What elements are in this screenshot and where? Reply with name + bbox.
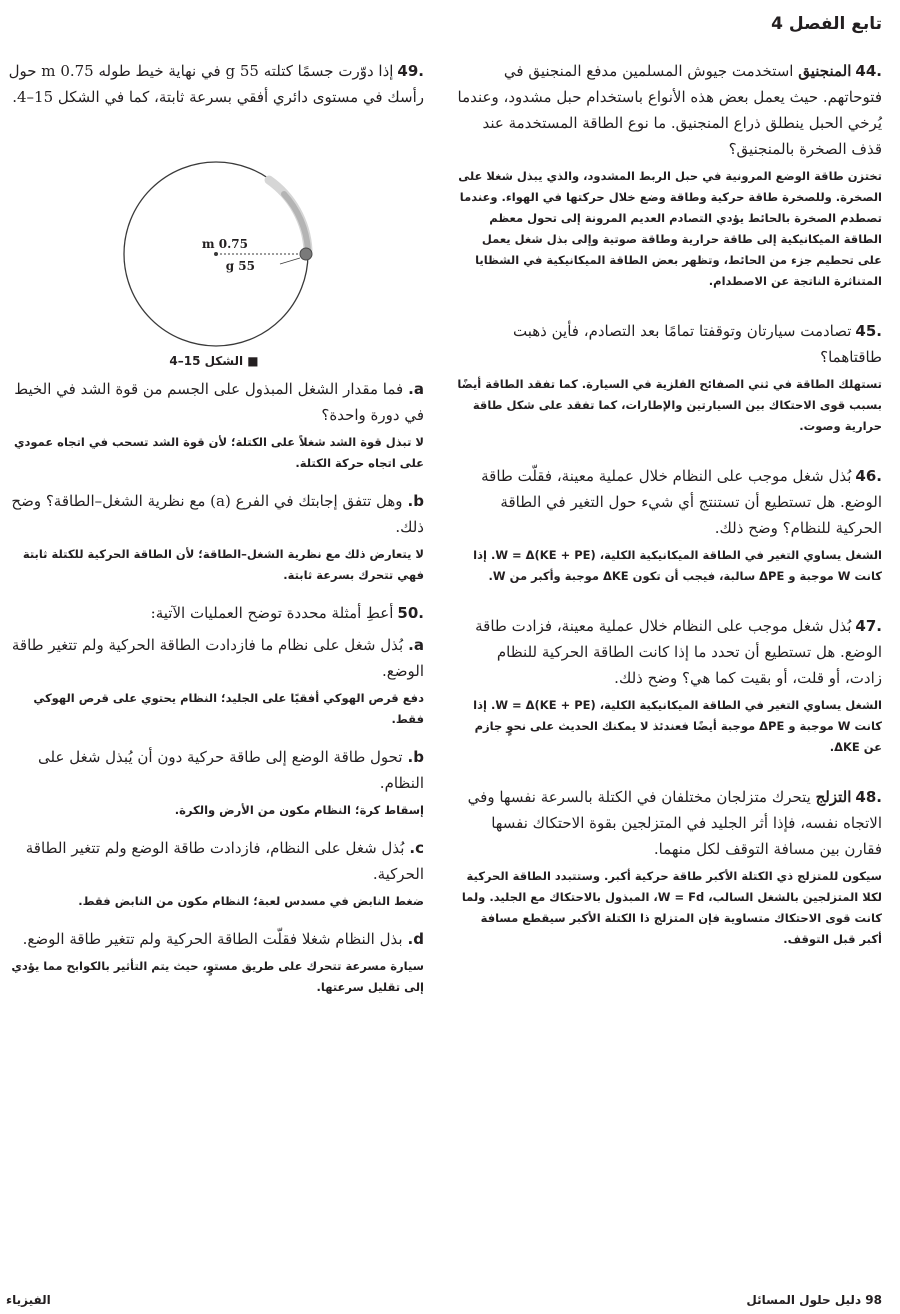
chapter-heading: تابع الفصل 4: [771, 14, 882, 34]
page-number: 98: [865, 1293, 882, 1307]
answer-text: إسقاط كرة؛ النظام مكون من الأرض والكرة.: [174, 803, 424, 817]
square-bullet-icon: ■: [243, 354, 259, 368]
question-text: بُذل شغل موجب على النظام خلال عملية معينة، فزادت طاقة الوضع. هل تستطيع أن تحدد ما إذا كانت الطاقة الحركية للنظام زادت، أو قلت، أو بقيت كما هي؟ وضح ذلك.: [475, 617, 882, 687]
part-text: بُذل شغل على نظام ما فازدادت الطاقة الحركية ولم تتغير طاقة الوضع.: [11, 636, 424, 680]
question-title: التزلج: [815, 788, 852, 806]
question-title: المنجنيق: [798, 62, 852, 80]
question-number: 44.: [855, 62, 882, 80]
part-text: بذل النظام شغلا فقلّت الطاقة الحركية ولم تتغير طاقة الوضع.: [22, 930, 403, 948]
part-letter: b.: [407, 748, 424, 766]
question-text: استخدمت جيوش المسلمين مدفع المنجنيق في فتوحاتهم. حيث يعمل بعض هذه الأنواع باستخدام حبل مشدود، وعندما يُرخي الحبل ينطلق ذراع المنجنيق. ما نوع الطاقة المستخدمة عند قذف الصخرة بالمنجنيق؟: [457, 62, 882, 158]
circular-motion-figure: [4, 114, 424, 352]
part-text: فما مقدار الشغل المبذول على الجسم من قوة الشد في الخيط في دورة واحدة؟: [14, 380, 424, 424]
question-text: يتحرك متزلجان مختلفان في الكتلة بالسرعة نفسها وفي الاتجاه نفسه، فإذا أثر الجليد في المتزلجين بقوة الاحتكاك نفسها فقارن بين مسافة التوقف لكل منهما.: [467, 788, 882, 858]
figure-caption: الشكل 15–4: [169, 354, 244, 368]
question-number: 50.: [397, 604, 424, 622]
mass-ball: [300, 248, 312, 260]
right-column: [456, 58, 882, 964]
answer-text: الشغل يساوي التغير في الطاقة الميكانيكية الكلية، W = Δ(KE + PE). إذا كانت W موجبة و ΔPE سالبة، فيجب أن تكون ΔKE موجبة وأكبر من W.: [473, 548, 882, 583]
mass-leader-line: [280, 258, 300, 264]
question-50: [4, 600, 424, 998]
part-text: تحول طاقة الوضع إلى طاقة حركية دون أن يُبذل شغل على النظام.: [38, 748, 424, 792]
question-number: 45.: [855, 322, 882, 340]
part-letter: b.: [407, 492, 424, 510]
book-title: دليل حلول المسائل: [746, 1293, 862, 1307]
question-47: [456, 613, 882, 758]
question-text: تصادمت سيارتان وتوقفتا تمامًا بعد التصادم، فأين ذهبت طاقتاهما؟: [513, 322, 882, 366]
question-49: [4, 58, 424, 586]
question-44: [456, 58, 882, 292]
question-number: 46.: [855, 467, 882, 485]
question-45: [456, 318, 882, 437]
footer-subject: الفيزياء: [6, 1293, 51, 1307]
circle-diagram: [4, 114, 424, 352]
radius-label: 0.75 m: [201, 237, 248, 251]
motion-blur-arc: [269, 180, 308, 250]
question-number: 48.: [855, 788, 882, 806]
answer-text: سيارة مسرعة تتحرك على طريق مستوٍ، حيث يتم التأثير بالكوابح مما يؤدي إلى تقليل سرعتها.: [11, 959, 424, 994]
part-letter: a.: [408, 636, 424, 654]
question-text: أعطِ أمثلة محددة توضح العمليات الآتية:: [150, 604, 394, 622]
mass-label: 55 g: [225, 259, 255, 273]
answer-text: سيكون للمتزلج ذي الكتلة الأكبر طاقة حركية أكبر. وستتبدد الطاقة الحركية لكلا المتزلجين بالشغل السالب، W = Fd، المبذول بالاحتكاك مع الجليد. ولما كانت قوى الاحتكاك متساوية فإن المتزلج ذا الكتلة الأكبر سيقطع مسافة أكبر قبل التوقف.: [461, 869, 882, 946]
answer-text: ضغط النابض في مسدس لعبة؛ النظام مكون من النابض فقط.: [78, 894, 424, 908]
question-number: 49.: [397, 62, 424, 80]
question-text: إذا دوّرت جسمًا كتلته 55 g في نهاية خيط طوله 0.75 m حول رأسك في مستوى دائري أفقي بسرعة ثابتة، كما في الشكل 15–4.: [8, 62, 424, 106]
center-point: [214, 252, 218, 256]
answer-text: الشغل يساوي التغير في الطاقة الميكانيكية الكلية، W = Δ(KE + PE). إذا كانت W موجبة و ΔPE موجبة أيضًا فعندئذ لا يمكنك الحديث على نحوٍ جازم عن ΔKE.: [473, 698, 882, 754]
footer-page: [746, 1293, 882, 1307]
part-text: وهل تتفق إجابتك في الفرع (a) مع نظرية الشغل–الطاقة؟ وضح ذلك.: [11, 492, 424, 536]
question-46: [456, 463, 882, 587]
answer-text: لا تبذل قوة الشد شغلاً على الكتلة؛ لأن قوة الشد تسحب في اتجاه عمودي على اتجاه حركة الكتلة.: [13, 435, 424, 470]
part-text: بُذل شغل على النظام، فازدادت طاقة الوضع ولم تتغير الطاقة الحركية.: [25, 839, 424, 883]
part-letter: a.: [408, 380, 424, 398]
answer-text: لا يتعارض ذلك مع نظرية الشغل–الطاقة؛ لأن الطاقة الحركية للكتلة ثابتة فهي تتحرك بسرعة ثابتة.: [22, 547, 424, 582]
question-48: [456, 784, 882, 950]
part-letter: c.: [409, 839, 424, 857]
answer-text: دفع قرص الهوكي أفقيًا على الجليد؛ النظام يحتوي على قرص الهوكي فقط.: [33, 691, 424, 726]
question-number: 47.: [855, 617, 882, 635]
answer-text: تستهلك الطاقة في ثني الصفائح الفلزية في السيارة. كما تفقد الطاقة أيضًا بسبب قوى الاحتكاك بين السيارتين والإطارات، كما تفقد على شكل طاقة حرارية وصوت.: [457, 377, 882, 433]
question-text: بُذل شغل موجب على النظام خلال عملية معينة، فقلّت طاقة الوضع. هل تستطيع أن تستنتج أي شيء حول التغير في الطاقة الحركية للنظام؟ وضح ذلك.: [481, 467, 882, 537]
part-letter: d.: [407, 930, 424, 948]
left-column: [4, 58, 424, 1012]
answer-text: تختزن طاقة الوضع المرونية في حبل الربط المشدود، والذي يبذل شغلا على الصخرة. وللصخرة طاقة حركية وطاقة وضع خلال حركتها في الهواء. وعندما تصطدم الصخرة بالحائط يؤدي التصادم العديم المرونة إلى تحول معظم الطاقة الميكانيكية إلى طاقة حرارية وطاقة صوتية وإلى بذل شغل يعمل على تحطيم جزء من الحائط، وتظهر بعض الطاقة الميكانيكية في الشظايا المتناثرة الناتجة عن الاصطدام.: [458, 169, 882, 288]
